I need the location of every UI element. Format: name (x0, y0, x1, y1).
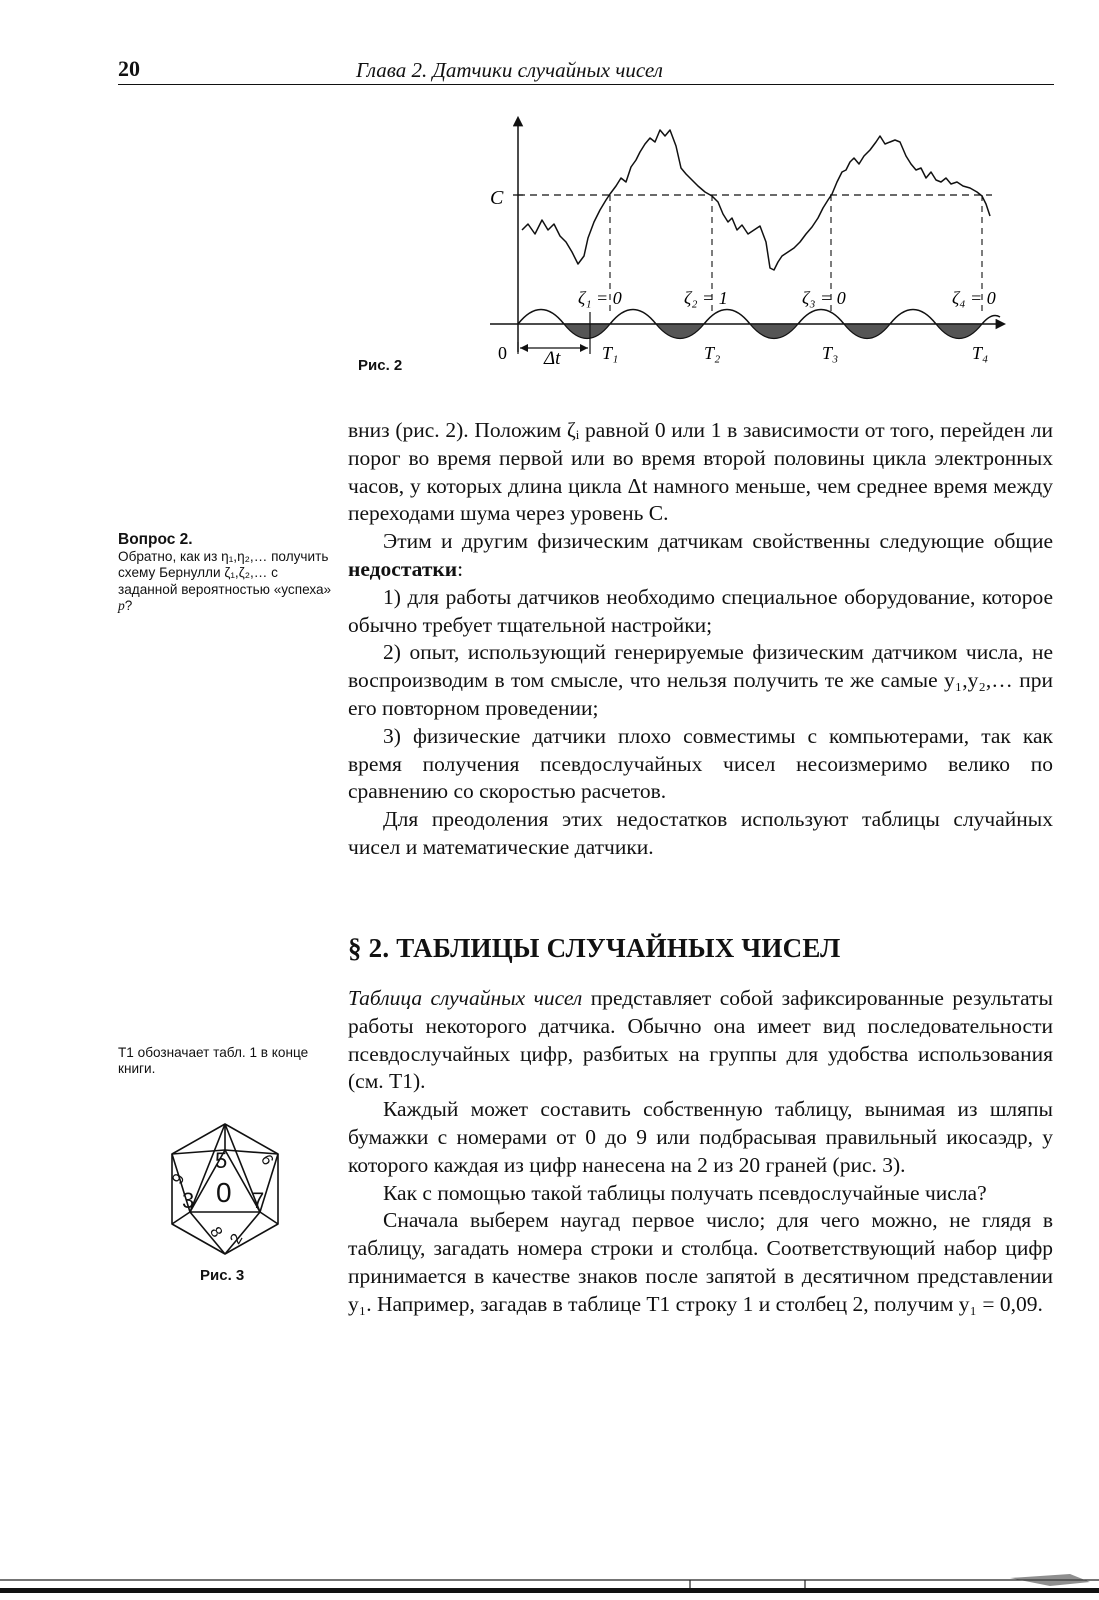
face-digit-2: 2 (227, 1230, 247, 1248)
question-title: Вопрос 2. (118, 531, 193, 548)
face-digit-5: 5 (215, 1148, 228, 1173)
label-C: C (490, 187, 504, 209)
paragraph-question: Как с помощью такой таблицы получать псевдослучайные числа? (383, 1180, 987, 1205)
running-head: Глава 2. Датчики случайных чисел (356, 58, 663, 82)
drawbacks-term: недостатки (348, 556, 458, 581)
text-block-lower (348, 985, 1053, 1319)
label-zeta1: ζ₁ = 0 (578, 288, 622, 308)
margin-note-question: Вопрос 2. Обратно, как из η₁,η₂,… получить схему Бернулли ζ₁,ζ₂,… с заданной вероятностью «успеха» p? (118, 532, 338, 614)
drawback-item-1: 1) для работы датчиков необходимо специальное оборудование, которое обычно требует тщательной настройки; (348, 584, 1053, 637)
label-zeta2: ζ₂ = 1 (684, 288, 728, 308)
drawback-item-3: 3) физические датчики плохо совместимы с компьютерами, так как время получения псевдослучайных чисел несоизмеримо велико по сравнению со скоростью расчетов. (348, 723, 1053, 804)
defined-term: Таблица случайных чисел (348, 986, 583, 1010)
label-T4: T₄ (972, 343, 989, 363)
figure-2-noise-threshold-diagram (480, 112, 1020, 374)
label-zeta3: ζ₃ = 0 (802, 288, 846, 308)
clock-wave-shaded (564, 324, 982, 339)
face-digit-0: 0 (216, 1177, 232, 1208)
paragraph-drawbacks-intro: Этим и другим физическим датчикам свойственны следующие общие недостатки: (348, 529, 1053, 581)
face-digit-9: 9 (169, 1170, 189, 1188)
text-block-upper (348, 417, 1053, 862)
section-title: § 2. ТАБЛИЦЫ СЛУЧАЙНЫХ ЧИСЕЛ (348, 933, 841, 963)
drawback-item-2: 2) опыт, использующий генерируемые физическим датчиком числа, не воспроизводим в том смысле, что нельзя получить те же самые y₁,y₂,… при его повторном проведении; (348, 640, 1053, 720)
face-digit-8: 8 (206, 1224, 226, 1241)
page-number: 20 (118, 56, 140, 81)
label-zero: 0 (498, 343, 507, 363)
figure-3-icosahedron (160, 1120, 290, 1260)
paragraph-first-number: Сначала выберем наугад первое число; для чего можно, не глядя в таблицу, загадать номера строки и столбца. Соответствующий набор цифр принимается в качестве знаков после запятой в десятичном представлении y₁. Например, загадав в таблице T1 строку 1 и столбец 2, получим y₁ = 0,09. (348, 1208, 1053, 1316)
header-rule (118, 84, 1054, 85)
face-digit-6: 6 (257, 1152, 277, 1169)
paragraph-own-table: Каждый может составить собственную таблицу, вынимая из шляпы бумажки с номерами от 0 до 9 или подбрасывая правильный икосаэдр, у которого каждая из цифр нанесена на 2 из 20 граней (рис. 3). (348, 1097, 1053, 1177)
label-T2: T₂ (704, 343, 721, 363)
label-T3: T₃ (822, 343, 839, 363)
paragraph-continuation: вниз (рис. 2). Положим ζᵢ равной 0 или 1 в зависимости от того, перейден ли порог во время первой или во время второй половины цикла электронных часов, у которых длина цикла Δt намного меньше, чем среднее время между переходами шума через уровень C. (348, 418, 1053, 526)
figure-3-caption: Рис. 3 (200, 1267, 245, 1284)
label-zeta4: ζ₄ = 0 (952, 288, 996, 308)
margin-note-table: T1 обозначает табл. 1 в конце книги. (118, 1045, 309, 1077)
paragraph-definition: Таблица случайных чисел представляет собой зафиксированные результаты работы некоторого датчика. Обычно она имеет вид последовательности псевдослучайных цифр, разбитых на группы для удобства использования (см. T1). (348, 986, 1053, 1094)
label-T1: T₁ (602, 343, 619, 363)
figure-2-caption: Рис. 2 (358, 357, 403, 374)
face-digit-7: 7 (252, 1188, 265, 1213)
page-bottom-edge (0, 1574, 1099, 1600)
noise-curve (522, 130, 990, 270)
paragraph-overcoming: Для преодоления этих недостатков используют таблицы случайных чисел и математические датчики. (348, 807, 1053, 859)
face-digit-3: 3 (182, 1188, 195, 1213)
label-dt: Δt (544, 348, 561, 369)
